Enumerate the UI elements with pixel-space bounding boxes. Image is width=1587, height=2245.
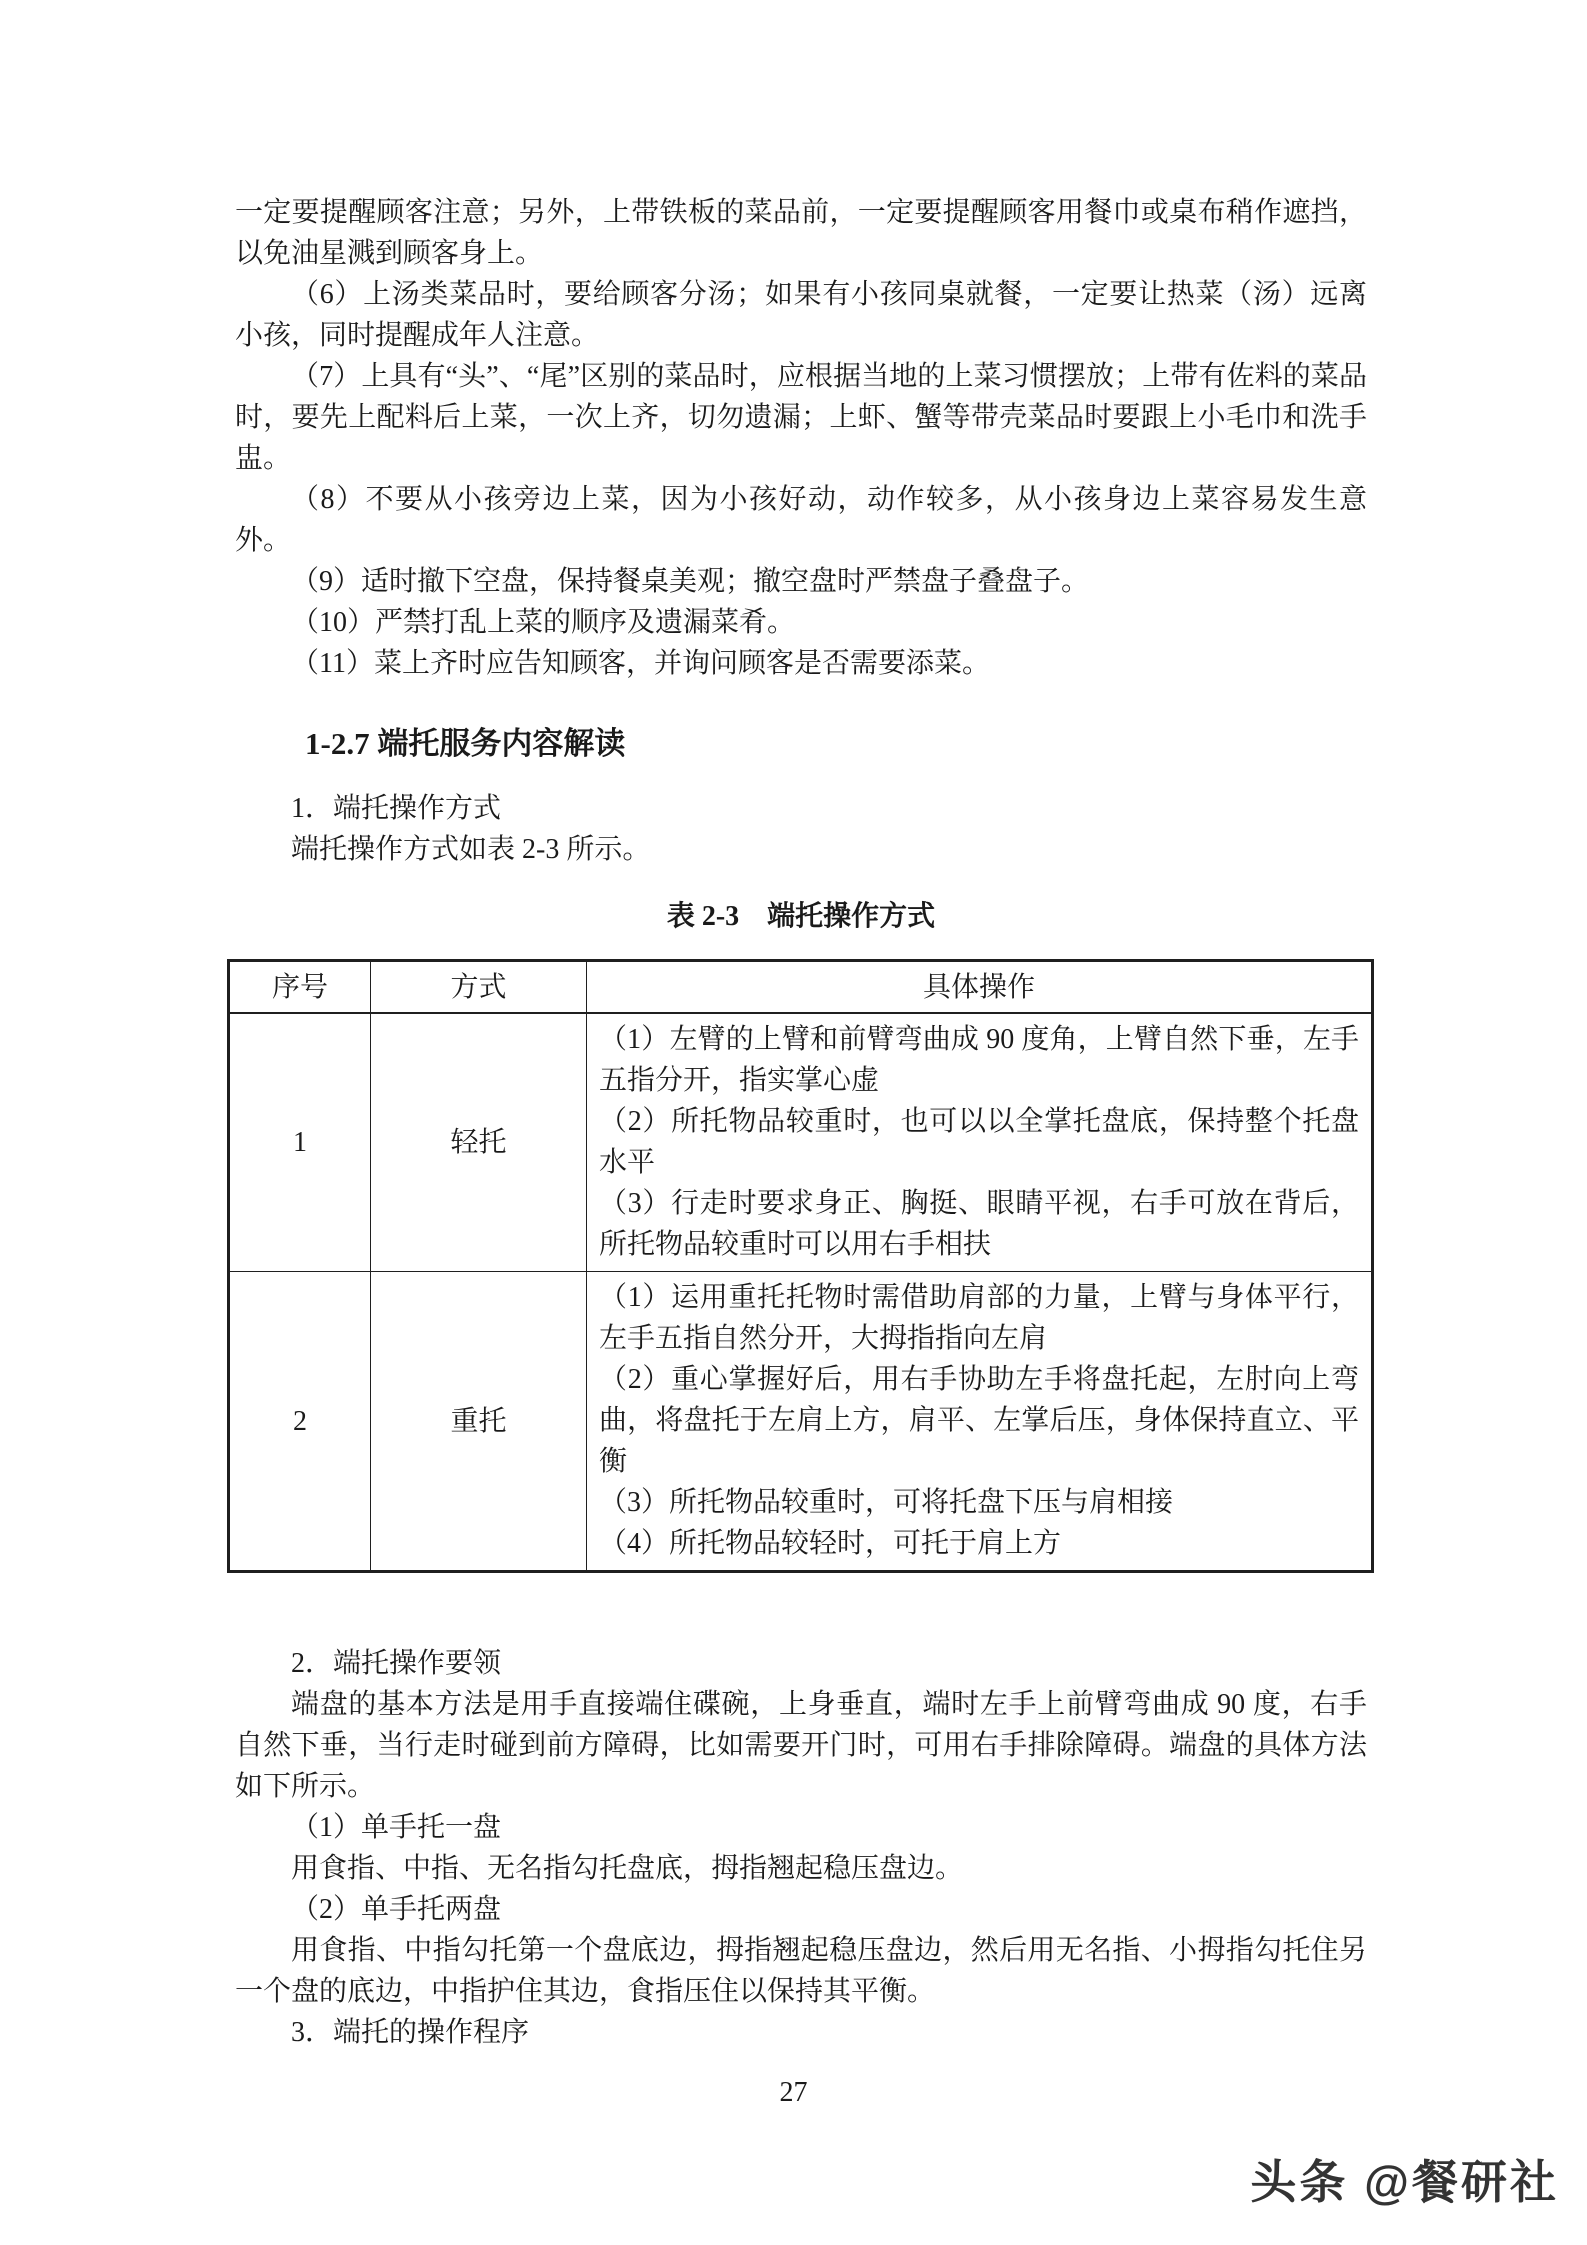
page-number: 27 [779, 2077, 808, 2108]
page-content [235, 192, 1367, 2053]
item-2-title: （2）单手托两盘 [291, 1894, 502, 1925]
operation-item: （3）行走时要求身正、胸挺、眼睛平视，右手可放在背后，所托物品较重时可以用右手相扶 [599, 1188, 1359, 1260]
subsection-1-lead: 端托操作方式如表 2-3 所示。 [291, 834, 651, 865]
operation-item: （2）所托物品较重时，也可以以全掌托盘底，保持整个托盘水平 [599, 1106, 1359, 1178]
section-heading: 1-2.7 端托服务内容解读 [305, 726, 626, 761]
table-header-row [229, 961, 1373, 1014]
table-header-no: 序号 [229, 961, 371, 1014]
operation-item: （4）所托物品较轻时，可托于肩上方 [599, 1528, 1062, 1559]
item-1-body: 用食指、中指、无名指勾托盘底，拇指翘起稳压盘边。 [291, 1853, 964, 1884]
table-row [229, 1272, 1373, 1572]
item-1-title: （1）单手托一盘 [291, 1812, 502, 1843]
operation-item: （1）运用重托托物时需借助肩部的力量，上臂与身体平行，左手五指自然分开，大拇指指向左肩 [599, 1282, 1359, 1354]
row-number-cell: 1 [229, 1013, 371, 1272]
table-header-method: 方式 [371, 961, 587, 1014]
watermark-text: 头条 @餐研社 [1250, 2156, 1559, 2208]
table-row [229, 1013, 1373, 1272]
subsection-2-title: 2．端托操作要领 [291, 1648, 502, 1679]
operation-item: （3）所托物品较重时，可将托盘下压与肩相接 [599, 1487, 1174, 1518]
subsection-1-title: 1．端托操作方式 [291, 793, 502, 824]
paragraph-item-10: （10）严禁打乱上菜的顺序及遗漏菜肴。 [291, 607, 796, 638]
paragraph-continuation: 一定要提醒顾客注意；另外，上带铁板的菜品前，一定要提醒顾客用餐巾或桌布稍作遮挡，以免油星溅到顾客身上。 [235, 197, 1367, 269]
operation-table [227, 959, 1374, 1573]
paragraph-item-11: （11）菜上齐时应告知顾客，并询问顾客是否需要添菜。 [291, 648, 990, 679]
subsection-3-title: 3．端托的操作程序 [291, 2017, 530, 2048]
method-cell: 重托 [371, 1272, 587, 1572]
table-header-operation: 具体操作 [587, 961, 1373, 1014]
operations-cell [587, 1272, 1373, 1572]
subsection-2-body: 端盘的基本方法是用手直接端住碟碗，上身垂直，端时左手上前臂弯曲成 90 度，右手自然下垂，当行走时碰到前方障碍，比如需要开门时，可用右手排除障碍。端盘的具体方法如下所示。 [235, 1689, 1367, 1802]
row-number-cell: 2 [229, 1272, 371, 1572]
table-caption: 表 2-3 端托操作方式 [666, 901, 936, 932]
item-2-body: 用食指、中指勾托第一个盘底边，拇指翘起稳压盘边，然后用无名指、小拇指勾托住另一个盘的底边，中指护住其边，食指压住以保持其平衡。 [235, 1935, 1367, 2007]
paragraph-item-7: （7）上具有“头”、“尾”区别的菜品时，应根据当地的上菜习惯摆放；上带有佐料的菜品时，要先上配料后上菜，一次上齐，切勿遗漏；上虾、蟹等带壳菜品时要跟上小毛巾和洗手盅。 [235, 361, 1367, 474]
method-cell: 轻托 [371, 1013, 587, 1272]
paragraph-item-6: （6）上汤类菜品时，要给顾客分汤；如果有小孩同桌就餐，一定要让热菜（汤）远离小孩，同时提醒成年人注意。 [235, 279, 1367, 351]
paragraph-item-8: （8）不要从小孩旁边上菜，因为小孩好动，动作较多，从小孩身边上菜容易发生意外。 [235, 484, 1367, 556]
paragraph-item-9: （9）适时撤下空盘，保持餐桌美观；撤空盘时严禁盘子叠盘子。 [291, 566, 1090, 597]
operations-cell [587, 1013, 1373, 1272]
operation-item: （1）左臂的上臂和前臂弯曲成 90 度角，上臂自然下垂，左手五指分开，指实掌心虚 [599, 1024, 1359, 1096]
operation-item: （2）重心掌握好后，用右手协助左手将盘托起，左肘向上弯曲，将盘托于左肩上方，肩平、左掌后压，身体保持直立、平衡 [599, 1364, 1359, 1477]
